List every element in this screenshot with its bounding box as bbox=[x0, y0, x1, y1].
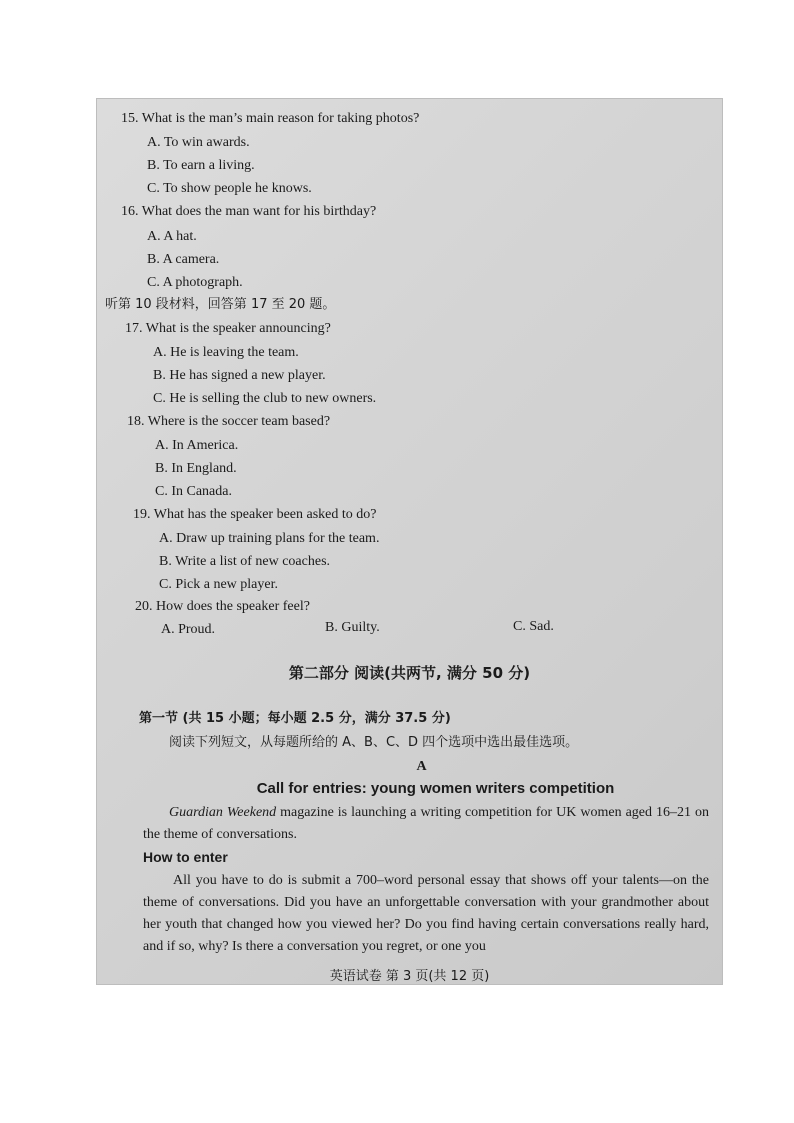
passage-title: Call for entries: young women writers competition bbox=[256, 780, 615, 797]
q17-option-b: B. He has signed a new player. bbox=[153, 368, 326, 383]
page-content bbox=[97, 99, 722, 984]
question-20: 20. How does the speaker feel? bbox=[135, 599, 310, 614]
q15-option-c: C. To show people he knows. bbox=[147, 181, 312, 196]
q20-option-c: C. Sad. bbox=[513, 619, 554, 634]
instruction-17-20: 听第 10 段材料，回答第 17 至 20 题。 bbox=[105, 297, 336, 312]
how-to-enter-paragraph: All you have to do is submit a 700–word personal essay that shows off your talents—on the theme of conversations. Did you have an unforgettable conversation with your grandmother about her youth that changed how you viewed her? Do you find having certain conversations really hard, and if so, why? Is there a conversation you regret, or one you bbox=[143, 873, 709, 954]
passage-intro: Guardian Weekend magazine is launching a writing competition for UK women aged 16–21 on the theme of conversations. bbox=[143, 805, 709, 842]
how-to-enter-heading: How to enter bbox=[143, 849, 228, 865]
q17-option-a: A. He is leaving the team. bbox=[153, 345, 299, 360]
section1-instruction: 阅读下列短文，从每题所给的 A、B、C、D 四个选项中选出最佳选项。 bbox=[169, 735, 579, 750]
exam-page bbox=[97, 99, 722, 984]
question-18: 18. Where is the soccer team based? bbox=[127, 414, 331, 429]
q16-option-c: C. A photograph. bbox=[147, 275, 243, 290]
q16-option-b: B. A camera. bbox=[147, 252, 220, 267]
q17-option-c: C. He is selling the club to new owners. bbox=[153, 391, 377, 406]
question-15: 15. What is the man’s main reason for taking photos? bbox=[121, 111, 420, 126]
q18-option-b: B. In England. bbox=[155, 461, 237, 476]
q20-option-a: A. Proud. bbox=[161, 622, 216, 637]
q15-option-a: A. To win awards. bbox=[147, 135, 250, 150]
q19-option-a: A. Draw up training plans for the team. bbox=[159, 531, 380, 546]
page-footer: 英语试卷 第 3 页(共 12 页) bbox=[329, 969, 490, 984]
section1-title: 第一节 (共 15 小题；每小题 2.5 分，满分 37.5 分) bbox=[139, 711, 451, 726]
q20-option-b: B. Guilty. bbox=[325, 620, 380, 635]
question-16: 16. What does the man want for his birthday? bbox=[121, 204, 377, 219]
q19-option-c: C. Pick a new player. bbox=[159, 577, 278, 592]
question-19: 19. What has the speaker been asked to do? bbox=[133, 507, 377, 522]
passage-letter: A bbox=[416, 759, 427, 774]
q15-option-b: B. To earn a living. bbox=[147, 158, 255, 173]
magazine-name: Guardian Weekend bbox=[169, 805, 277, 820]
q16-option-a: A. A hat. bbox=[147, 229, 197, 244]
q19-option-b: B. Write a list of new coaches. bbox=[159, 554, 331, 569]
part2-title: 第二部分 阅读(共两节, 满分 50 分) bbox=[288, 664, 531, 682]
q18-option-c: C. In Canada. bbox=[155, 484, 232, 499]
question-17: 17. What is the speaker announcing? bbox=[125, 321, 331, 336]
q18-option-a: A. In America. bbox=[155, 438, 239, 453]
